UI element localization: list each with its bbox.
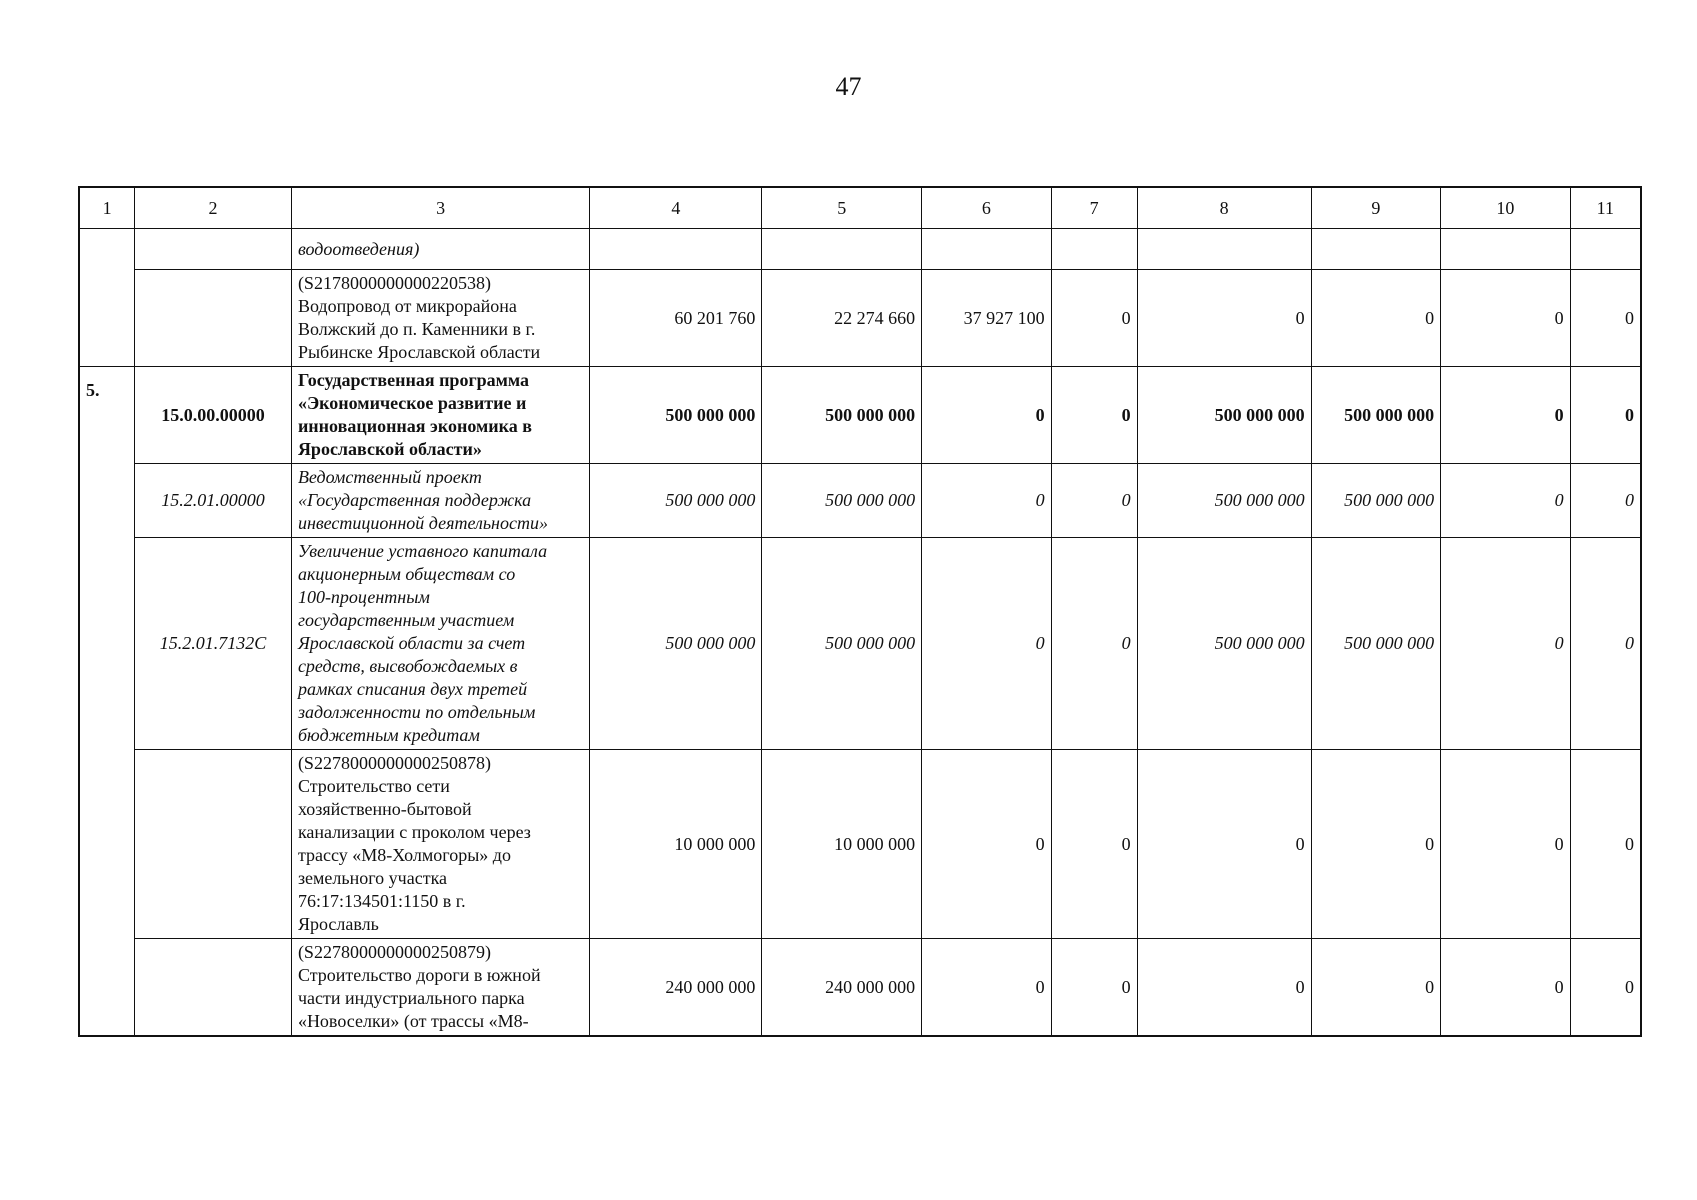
name-line: бюджетным кредитам <box>297 725 480 745</box>
table-row <box>79 270 1641 367</box>
value-cell: 0 <box>1441 367 1570 464</box>
budget-table <box>78 186 1642 1037</box>
name-line: земельного участка <box>297 868 448 888</box>
value-cell: 0 <box>922 750 1051 939</box>
value-cell: 0 <box>1570 464 1641 538</box>
value-cell: 0 <box>922 464 1051 538</box>
name-line: (S2278000000000250879) <box>297 942 491 962</box>
value-cell: 0 <box>1441 750 1570 939</box>
name-line: государственным участием <box>297 610 515 630</box>
name-line: Увеличение уставного капитала <box>297 541 548 561</box>
value-cell: 500 000 000 <box>1311 367 1440 464</box>
name-line: Ярославль <box>297 914 379 934</box>
value-cell: 500 000 000 <box>1311 464 1440 538</box>
value-cell: 0 <box>1311 939 1440 1037</box>
name-line: (S2178000000000220538) <box>297 273 491 293</box>
table-row <box>79 750 1641 939</box>
name-cell <box>291 939 589 1037</box>
value-cell: 500 000 000 <box>762 464 922 538</box>
value-cell: 0 <box>1570 538 1641 750</box>
value-cell <box>1051 229 1137 270</box>
name-line: «Экономическое развитие и <box>297 393 527 413</box>
value-cell: 500 000 000 <box>1311 538 1440 750</box>
value-cell: 10 000 000 <box>762 750 922 939</box>
value-cell: 0 <box>1311 270 1440 367</box>
name-line: акционерным обществам со <box>297 564 516 584</box>
name-cell <box>291 270 589 367</box>
value-cell: 0 <box>922 538 1051 750</box>
column-header: 1 <box>79 187 135 229</box>
table-row <box>79 939 1641 1037</box>
name-line: 76:17:134501:1150 в г. <box>297 891 466 911</box>
value-cell: 0 <box>1137 270 1311 367</box>
value-cell: 500 000 000 <box>762 367 922 464</box>
value-cell <box>1137 229 1311 270</box>
name-cell <box>291 750 589 939</box>
column-header: 3 <box>291 187 589 229</box>
code-cell: 15.2.01.7132С <box>135 538 292 750</box>
value-cell: 500 000 000 <box>1137 367 1311 464</box>
column-header: 6 <box>922 187 1051 229</box>
value-cell <box>922 229 1051 270</box>
column-header: 2 <box>135 187 292 229</box>
name-line: хозяйственно-бытовой <box>297 799 472 819</box>
value-cell: 0 <box>1570 367 1641 464</box>
value-cell: 10 000 000 <box>590 750 762 939</box>
page-number: 47 <box>835 72 862 101</box>
column-header: 4 <box>590 187 762 229</box>
name-line: рамках списания двух третей <box>297 679 528 699</box>
value-cell: 0 <box>1570 939 1641 1037</box>
column-header: 7 <box>1051 187 1137 229</box>
value-cell: 0 <box>1441 464 1570 538</box>
name-line: части индустриального парка <box>297 988 525 1008</box>
value-cell: 22 274 660 <box>762 270 922 367</box>
name-cell <box>291 538 589 750</box>
column-header: 9 <box>1311 187 1440 229</box>
value-cell: 0 <box>1051 750 1137 939</box>
table-row <box>79 464 1641 538</box>
name-line: Ведомственный проект <box>297 467 482 487</box>
value-cell: 0 <box>1570 270 1641 367</box>
name-line: Водопровод от микрорайона <box>297 296 517 316</box>
value-cell: 0 <box>1311 750 1440 939</box>
code-cell <box>135 750 292 939</box>
value-cell <box>1441 229 1570 270</box>
value-cell: 500 000 000 <box>590 367 762 464</box>
value-cell <box>762 229 922 270</box>
name-line: средств, высвобождаемых в <box>297 656 518 676</box>
value-cell <box>1311 229 1440 270</box>
name-line: задолженности по отдельным <box>297 702 536 722</box>
column-header: 11 <box>1570 187 1641 229</box>
name-line: Рыбинске Ярославской области <box>297 342 541 362</box>
row-index-cell <box>79 229 135 367</box>
code-cell: 15.0.00.00000 <box>135 367 292 464</box>
value-cell: 240 000 000 <box>590 939 762 1037</box>
name-cell <box>291 229 589 270</box>
value-cell: 0 <box>1051 939 1137 1037</box>
row-index-cell: 5. <box>79 367 135 1037</box>
value-cell: 500 000 000 <box>590 538 762 750</box>
value-cell: 500 000 000 <box>1137 538 1311 750</box>
code-cell <box>135 270 292 367</box>
table-row <box>79 538 1641 750</box>
column-header: 10 <box>1441 187 1570 229</box>
name-line: Строительство сети <box>297 776 450 796</box>
name-line: Волжский до п. Каменники в г. <box>297 319 536 339</box>
value-cell: 500 000 000 <box>762 538 922 750</box>
header-row <box>79 187 1641 229</box>
name-line: «Новоселки» (от трассы «М8- <box>297 1011 529 1031</box>
value-cell: 0 <box>1137 939 1311 1037</box>
value-cell: 240 000 000 <box>762 939 922 1037</box>
name-line: (S2278000000000250878) <box>297 753 491 773</box>
value-cell: 0 <box>1441 270 1570 367</box>
name-line: Строительство дороги в южной <box>297 965 541 985</box>
table-row <box>79 229 1641 270</box>
code-cell <box>135 229 292 270</box>
name-line: водоотведения) <box>297 238 420 259</box>
value-cell: 0 <box>1051 367 1137 464</box>
value-cell <box>590 229 762 270</box>
value-cell: 37 927 100 <box>922 270 1051 367</box>
value-cell: 0 <box>922 939 1051 1037</box>
name-line: Государственная программа <box>297 370 530 390</box>
value-cell: 60 201 760 <box>590 270 762 367</box>
value-cell: 0 <box>1441 939 1570 1037</box>
value-cell: 0 <box>1570 750 1641 939</box>
table-row <box>79 367 1641 464</box>
value-cell: 0 <box>1051 270 1137 367</box>
value-cell: 0 <box>1441 538 1570 750</box>
value-cell: 500 000 000 <box>1137 464 1311 538</box>
value-cell: 0 <box>1051 538 1137 750</box>
name-line: инновационная экономика в <box>297 416 532 436</box>
value-cell: 0 <box>1051 464 1137 538</box>
column-header: 8 <box>1137 187 1311 229</box>
column-header: 5 <box>762 187 922 229</box>
value-cell: 500 000 000 <box>590 464 762 538</box>
value-cell <box>1570 229 1641 270</box>
name-line: Ярославской области за счет <box>297 633 526 653</box>
name-cell <box>291 464 589 538</box>
code-cell: 15.2.01.00000 <box>135 464 292 538</box>
value-cell: 0 <box>922 367 1051 464</box>
name-cell <box>291 367 589 464</box>
name-line: Ярославской области» <box>297 439 482 459</box>
value-cell: 0 <box>1137 750 1311 939</box>
name-line: канализации с проколом через <box>297 822 531 842</box>
name-line: 100-процентным <box>297 587 430 607</box>
code-cell <box>135 939 292 1037</box>
name-line: трассу «М8-Холмогоры» до <box>297 845 511 865</box>
name-line: инвестиционной деятельности» <box>297 513 548 533</box>
name-line: «Государственная поддержка <box>297 490 532 510</box>
